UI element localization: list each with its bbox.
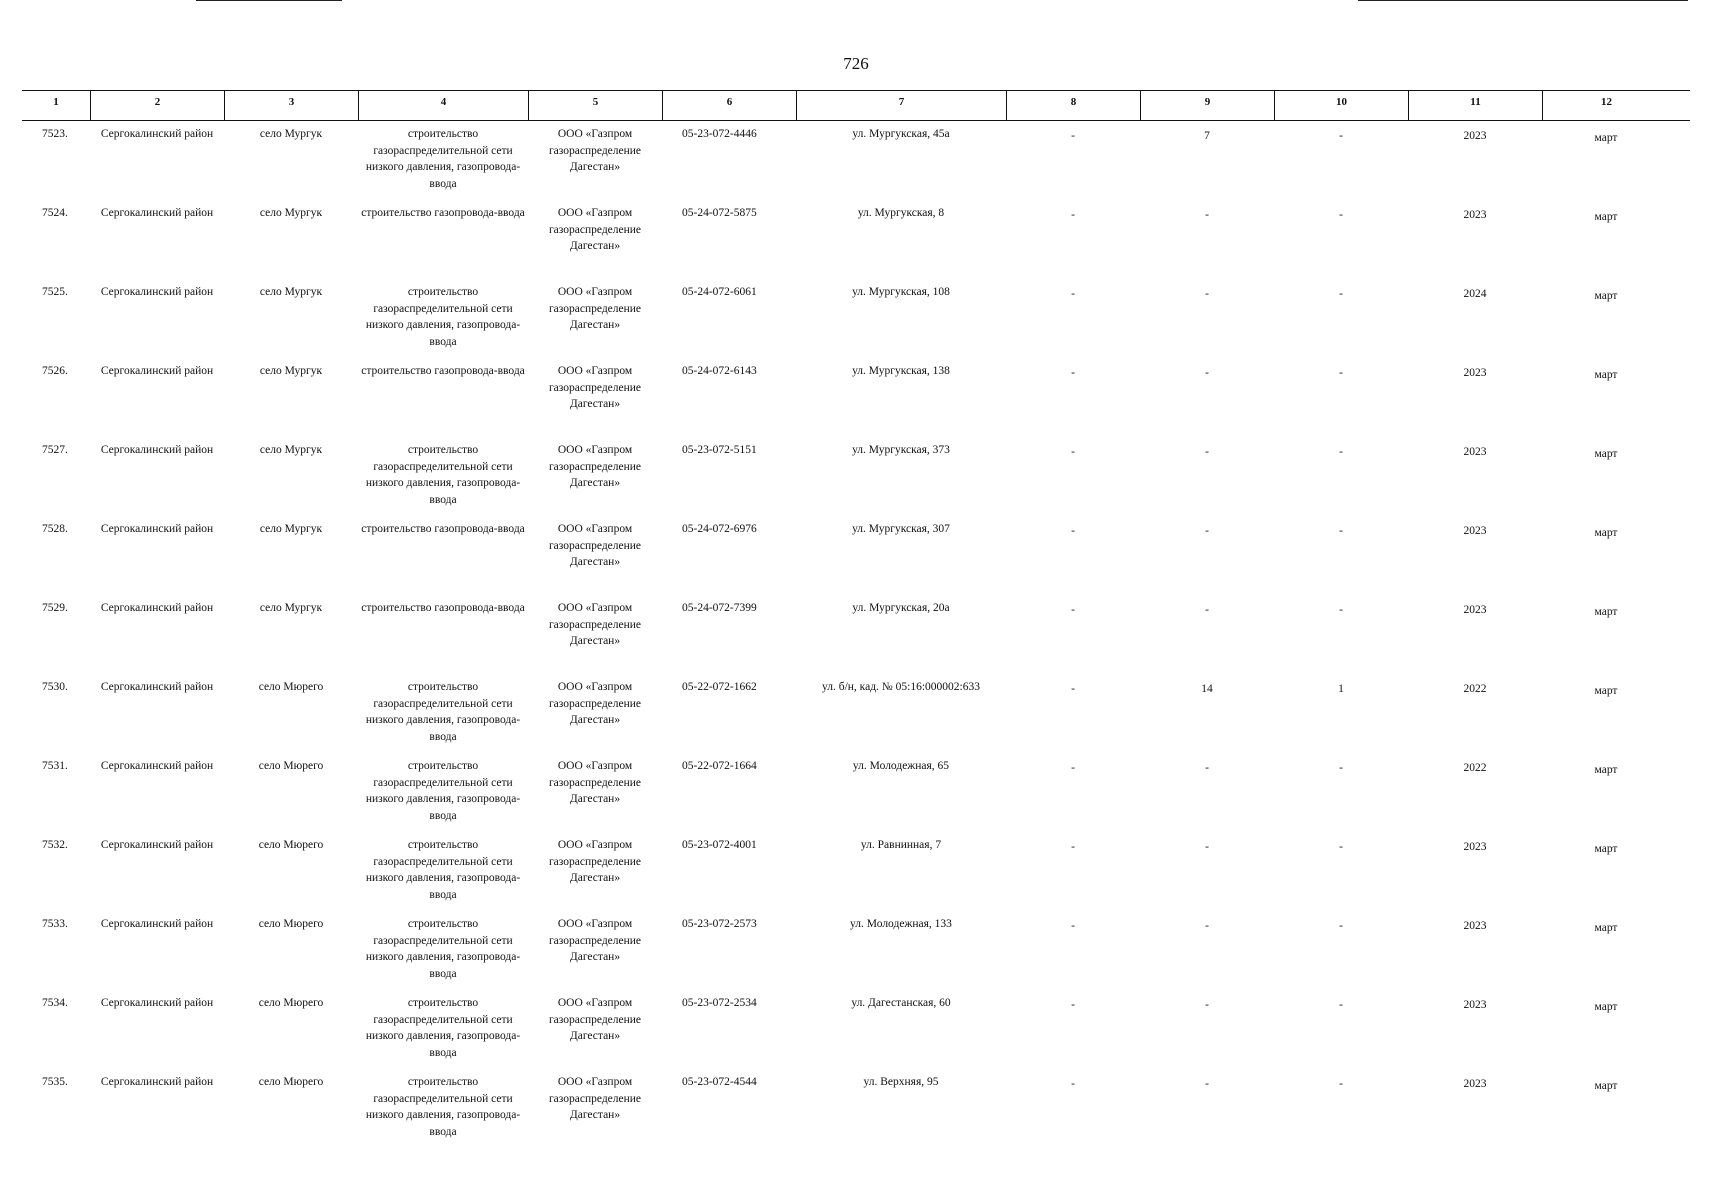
work-type-cell: строительство газораспределительной сети низкого давления, газопровода-ввода: [365, 681, 521, 743]
column-header-7: 7: [796, 91, 1006, 120]
column-9-cell: -: [1205, 209, 1209, 221]
work-type-cell: строительство газораспределительной сети низкого давления, газопровода-ввода: [365, 918, 521, 980]
column-10-cell: -: [1339, 841, 1343, 853]
column-9-cell: -: [1205, 999, 1209, 1011]
column-10-cell: -: [1339, 367, 1343, 379]
district-cell: Сергокалинский район: [100, 1076, 214, 1088]
year-cell: 2022: [1463, 683, 1487, 695]
object-code-cell: 05-23-072-4544: [682, 1076, 757, 1088]
address-cell: ул. Мургукская, 138: [852, 365, 950, 377]
table-row: [22, 995, 1690, 1074]
column-8-cell: -: [1071, 446, 1075, 458]
column-8-cell: -: [1071, 999, 1075, 1011]
object-code-cell: 05-24-072-6976: [682, 523, 757, 535]
organization-cell: ООО «Газпром газораспределение Дагестан»: [548, 286, 642, 331]
table-body: [22, 126, 1690, 1153]
object-code-cell: 05-22-072-1664: [682, 760, 757, 772]
locality-cell: село Мюрего: [258, 997, 324, 1009]
table-header: [22, 90, 1690, 121]
table-row: [22, 837, 1690, 916]
column-9-cell: -: [1205, 841, 1209, 853]
column-10-cell: -: [1339, 525, 1343, 537]
month-cell: март: [1594, 448, 1618, 460]
organization-cell: ООО «Газпром газораспределение Дагестан»: [548, 602, 642, 647]
address-cell: ул. Мургукская, 20а: [852, 602, 950, 614]
district-cell: Сергокалинский район: [100, 365, 214, 377]
address-cell: ул. Мургукская, 45а: [852, 128, 950, 140]
column-10-cell: -: [1339, 288, 1343, 300]
column-10-cell: -: [1339, 920, 1343, 932]
year-cell: 2024: [1463, 288, 1487, 300]
row-number: 7533.: [42, 918, 68, 930]
row-number: 7535.: [42, 1076, 68, 1088]
table-row: [22, 126, 1690, 205]
column-8-cell: -: [1071, 209, 1075, 221]
month-cell: март: [1594, 211, 1618, 223]
month-cell: март: [1594, 527, 1618, 539]
year-cell: 2023: [1463, 525, 1487, 537]
column-8-cell: -: [1071, 841, 1075, 853]
column-10-cell: -: [1339, 130, 1343, 142]
column-8-cell: -: [1071, 604, 1075, 616]
district-cell: Сергокалинский район: [100, 602, 214, 614]
locality-cell: село Мюрего: [258, 1076, 324, 1088]
work-type-cell: строительство газораспределительной сети низкого давления, газопровода-ввода: [365, 760, 521, 822]
month-cell: март: [1594, 922, 1618, 934]
organization-cell: ООО «Газпром газораспределение Дагестан»: [548, 918, 642, 963]
column-header-9: 9: [1140, 91, 1274, 120]
month-cell: март: [1594, 685, 1618, 697]
object-code-cell: 05-23-072-2534: [682, 997, 757, 1009]
work-type-cell: строительство газопровода-ввода: [361, 523, 525, 535]
object-code-cell: 05-24-072-6061: [682, 286, 757, 298]
organization-cell: ООО «Газпром газораспределение Дагестан»: [548, 523, 642, 568]
column-8-cell: -: [1071, 525, 1075, 537]
locality-cell: село Мюрего: [258, 760, 324, 772]
table-row: [22, 521, 1690, 600]
work-type-cell: строительство газопровода-ввода: [361, 207, 525, 219]
column-9-cell: -: [1205, 762, 1209, 774]
work-type-cell: строительство газопровода-ввода: [361, 602, 525, 614]
address-cell: ул. Дагестанская, 60: [851, 997, 951, 1009]
district-cell: Сергокалинский район: [100, 839, 214, 851]
address-cell: ул. б/н, кад. № 05:16:000002:633: [822, 681, 980, 693]
column-9-cell: 14: [1201, 683, 1213, 695]
address-cell: ул. Мургукская, 8: [857, 207, 945, 219]
locality-cell: село Мюрего: [258, 839, 324, 851]
locality-cell: село Мургук: [259, 602, 323, 614]
column-header-11: 11: [1408, 91, 1542, 120]
column-10-cell: -: [1339, 1078, 1343, 1090]
page-number: 726: [843, 54, 869, 73]
top-rule-left: [196, 0, 342, 1]
row-number: 7532.: [42, 839, 68, 851]
object-code-cell: 05-24-072-7399: [682, 602, 757, 614]
organization-cell: ООО «Газпром газораспределение Дагестан»: [548, 444, 642, 489]
address-cell: ул. Верхняя, 95: [863, 1076, 939, 1088]
work-type-cell: строительство газопровода-ввода: [361, 365, 525, 377]
object-code-cell: 05-24-072-6143: [682, 365, 757, 377]
row-number: 7524.: [42, 207, 68, 219]
address-cell: ул. Мургукская, 373: [852, 444, 950, 456]
month-cell: март: [1594, 1080, 1618, 1092]
address-cell: ул. Равнинная, 7: [860, 839, 942, 851]
work-type-cell: строительство газораспределительной сети низкого давления, газопровода-ввода: [365, 1076, 521, 1138]
locality-cell: село Мургук: [259, 523, 323, 535]
organization-cell: ООО «Газпром газораспределение Дагестан»: [548, 128, 642, 173]
table-row: [22, 1074, 1690, 1153]
month-cell: март: [1594, 764, 1618, 776]
column-8-cell: -: [1071, 367, 1075, 379]
column-9-cell: -: [1205, 288, 1209, 300]
column-header-1: 1: [53, 96, 59, 108]
year-cell: 2023: [1463, 130, 1487, 142]
year-cell: 2022: [1463, 762, 1487, 774]
column-10-cell: -: [1339, 446, 1343, 458]
address-cell: ул. Мургукская, 307: [852, 523, 950, 535]
object-code-cell: 05-23-072-4001: [682, 839, 757, 851]
district-cell: Сергокалинский район: [100, 286, 214, 298]
locality-cell: село Мургук: [259, 365, 323, 377]
object-code-cell: 05-24-072-5875: [682, 207, 757, 219]
column-header-8: 8: [1006, 91, 1140, 120]
column-9-cell: -: [1205, 446, 1209, 458]
organization-cell: ООО «Газпром газораспределение Дагестан»: [548, 207, 642, 252]
column-8-cell: -: [1071, 920, 1075, 932]
table-row: [22, 758, 1690, 837]
year-cell: 2023: [1463, 367, 1487, 379]
locality-cell: село Мургук: [259, 286, 323, 298]
table-row: [22, 916, 1690, 995]
district-cell: Сергокалинский район: [100, 207, 214, 219]
column-header-12: 12: [1542, 91, 1670, 120]
row-number: 7528.: [42, 523, 68, 535]
month-cell: март: [1594, 606, 1618, 618]
object-code-cell: 05-23-072-4446: [682, 128, 757, 140]
column-9-cell: -: [1205, 920, 1209, 932]
column-8-cell: -: [1071, 1078, 1075, 1090]
column-10-cell: -: [1339, 999, 1343, 1011]
column-header-10: 10: [1274, 91, 1408, 120]
year-cell: 2023: [1463, 446, 1487, 458]
year-cell: 2023: [1463, 209, 1487, 221]
column-8-cell: -: [1071, 288, 1075, 300]
column-9-cell: 7: [1204, 130, 1210, 142]
table-row: [22, 205, 1690, 284]
column-header-5: 5: [528, 91, 662, 120]
work-type-cell: строительство газораспределительной сети низкого давления, газопровода-ввода: [365, 286, 521, 348]
column-8-cell: -: [1071, 762, 1075, 774]
month-cell: март: [1594, 1001, 1618, 1013]
year-cell: 2023: [1463, 841, 1487, 853]
column-header-3: 3: [224, 91, 358, 120]
column-10-cell: -: [1339, 209, 1343, 221]
locality-cell: село Мюрего: [258, 681, 324, 693]
row-number: 7531.: [42, 760, 68, 772]
row-number: 7525.: [42, 286, 68, 298]
district-cell: Сергокалинский район: [100, 444, 214, 456]
table-row: [22, 600, 1690, 679]
object-code-cell: 05-23-072-2573: [682, 918, 757, 930]
row-number: 7534.: [42, 997, 68, 1009]
month-cell: март: [1594, 843, 1618, 855]
organization-cell: ООО «Газпром газораспределение Дагестан»: [548, 839, 642, 884]
column-10-cell: 1: [1338, 683, 1344, 695]
district-cell: Сергокалинский район: [100, 760, 214, 772]
column-header-2: 2: [90, 91, 224, 120]
month-cell: март: [1594, 290, 1618, 302]
organization-cell: ООО «Газпром газораспределение Дагестан»: [548, 365, 642, 410]
table-row: [22, 284, 1690, 363]
address-cell: ул. Мургукская, 108: [852, 286, 950, 298]
column-9-cell: -: [1205, 367, 1209, 379]
row-number: 7527.: [42, 444, 68, 456]
row-number: 7529.: [42, 602, 68, 614]
work-type-cell: строительство газораспределительной сети низкого давления, газопровода-ввода: [365, 444, 521, 506]
address-cell: ул. Молодежная, 65: [852, 760, 950, 772]
column-10-cell: -: [1339, 762, 1343, 774]
table-row: [22, 363, 1690, 442]
work-type-cell: строительство газораспределительной сети низкого давления, газопровода-ввода: [365, 128, 521, 190]
year-cell: 2023: [1463, 604, 1487, 616]
organization-cell: ООО «Газпром газораспределение Дагестан»: [548, 997, 642, 1042]
column-9-cell: -: [1205, 1078, 1209, 1090]
row-number: 7526.: [42, 365, 68, 377]
top-rule-right: [1358, 0, 1688, 1]
district-cell: Сергокалинский район: [100, 681, 214, 693]
locality-cell: село Мургук: [259, 207, 323, 219]
locality-cell: село Мургук: [259, 128, 323, 140]
table-row: [22, 442, 1690, 521]
organization-cell: ООО «Газпром газораспределение Дагестан»: [548, 681, 642, 726]
district-cell: Сергокалинский район: [100, 997, 214, 1009]
column-header-6: 6: [662, 91, 796, 120]
year-cell: 2023: [1463, 920, 1487, 932]
column-8-cell: -: [1071, 130, 1075, 142]
column-9-cell: -: [1205, 604, 1209, 616]
object-code-cell: 05-23-072-5151: [682, 444, 757, 456]
month-cell: март: [1594, 369, 1618, 381]
column-10-cell: -: [1339, 604, 1343, 616]
table-row: [22, 679, 1690, 758]
object-code-cell: 05-22-072-1662: [682, 681, 757, 693]
year-cell: 2023: [1463, 999, 1487, 1011]
year-cell: 2023: [1463, 1078, 1487, 1090]
organization-cell: ООО «Газпром газораспределение Дагестан»: [548, 760, 642, 805]
column-8-cell: -: [1071, 683, 1075, 695]
row-number: 7523.: [42, 128, 68, 140]
work-type-cell: строительство газораспределительной сети низкого давления, газопровода-ввода: [365, 997, 521, 1059]
locality-cell: село Мюрего: [258, 918, 324, 930]
district-cell: Сергокалинский район: [100, 918, 214, 930]
organization-cell: ООО «Газпром газораспределение Дагестан»: [548, 1076, 642, 1121]
column-9-cell: -: [1205, 525, 1209, 537]
district-cell: Сергокалинский район: [100, 523, 214, 535]
address-cell: ул. Молодежная, 133: [850, 918, 952, 930]
district-cell: Сергокалинский район: [100, 128, 214, 140]
column-header-4: 4: [358, 91, 528, 120]
month-cell: март: [1594, 132, 1618, 144]
row-number: 7530.: [42, 681, 68, 693]
locality-cell: село Мургук: [259, 444, 323, 456]
work-type-cell: строительство газораспределительной сети низкого давления, газопровода-ввода: [365, 839, 521, 901]
